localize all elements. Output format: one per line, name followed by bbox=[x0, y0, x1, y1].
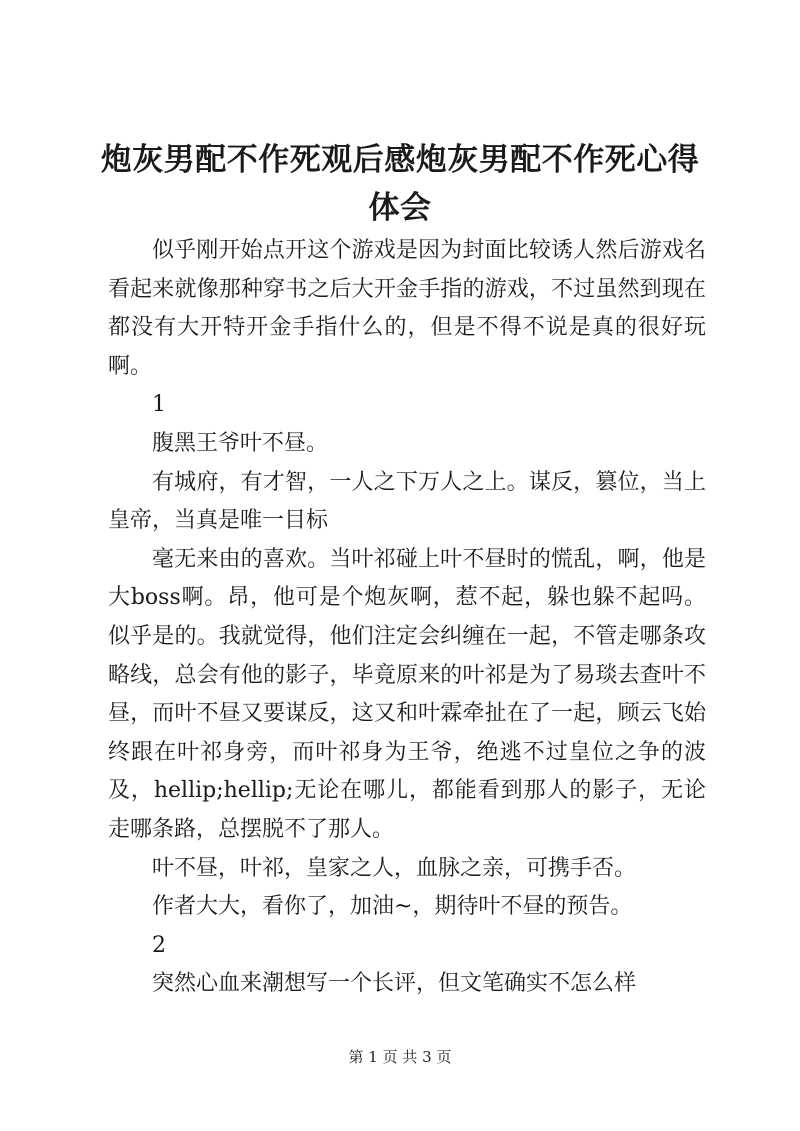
document-body bbox=[108, 232, 706, 1004]
paragraph-intro: 似乎刚开始点开这个游戏是因为封面比较诱人然后游戏名看起来就像那种穿书之后大开金手指的游戏，不过虽然到现在都没有大开特开金手指什么的，但是不得不说是真的很好玩啊。 bbox=[108, 238, 706, 379]
paragraph: 叶不昼，叶祁，皇家之人，血脉之亲，可携手否。 bbox=[152, 855, 637, 881]
paragraph: 有城府，有才智，一人之下万人之上。谋反，篡位，当上皇帝，当真是唯一目标 bbox=[108, 469, 706, 534]
page-footer: 第 1 页 共 3 页 bbox=[348, 1048, 452, 1066]
paragraph: 作者大大，看你了，加油~，期待叶不昼的预告。 bbox=[152, 894, 633, 920]
section-number-1: 1 bbox=[152, 392, 166, 418]
paragraph: 腹黑王爷叶不昼。 bbox=[152, 430, 329, 456]
paragraph: 突然心血来潮想写一个长评，但文笔确实不怎么样 bbox=[152, 971, 637, 997]
section-number-2: 2 bbox=[152, 932, 166, 958]
paragraph: 毫无来由的喜欢。当叶祁碰上叶不昼时的慌乱，啊，他是大boss啊。昂，他可是个炮灰啊，惹不起，躲也躲不起吗。似乎是的。我就觉得，他们注定会纠缠在一起，不管走哪条攻略线，总会有他的影子，毕竟原来的叶祁是为了易琰去查叶不昼，而叶不昼又要谋反，这又和叶霖牵扯在了一起，顾云飞始终跟在叶祁身旁，而叶祁身为王爷，绝逃不过皇位之争的波及，hellip;hellip;无论在哪儿，都能看到那人的影子，无论走哪条路，总摆脱不了那人。 bbox=[108, 546, 706, 842]
document-title: 炮灰男配不作死观后感炮灰男配不作死心得体会 bbox=[100, 142, 700, 226]
